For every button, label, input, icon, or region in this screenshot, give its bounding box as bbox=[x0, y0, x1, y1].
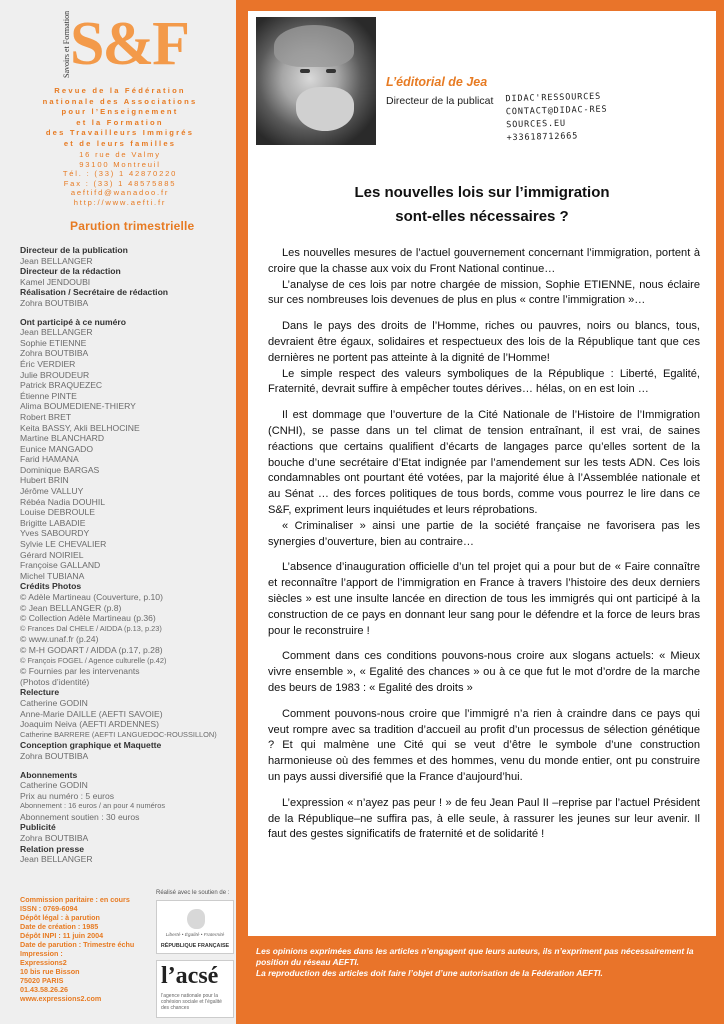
stamp-line: SOURCES.EU bbox=[506, 118, 567, 131]
body-paragraph: Il est dommage que l’ouverture de la Cité Nationale de l’Histoire de l’Immigration (CNHI), se passe dans un tel climat de tension entraînant, il est vrai, de saines réactions que certains qualifient d’écarts de langages parce qu’elles sortent de la bouche d’une secrétaire d’Etat indignée par l’amendement sur les tests ADN. Ces lois condamnables ont pourtant été votées, par la majorité élue à l’Assemblée nationale et au Sénat … des forces politiques de tous bords, comme vous pourrez le lire dans ce S&F, expriment leurs inquiétudes et leurs réprobations. bbox=[268, 409, 700, 516]
logo-text: S&F bbox=[70, 10, 188, 78]
credit-line: Jean BELLANGER bbox=[20, 327, 93, 338]
credit-line: Michel TUBIANA bbox=[20, 570, 85, 581]
credit-line: Abonnement : 16 euros / an pour 4 numéros bbox=[20, 801, 166, 811]
credit-line: Zohra BOUTBIBA bbox=[20, 750, 89, 761]
stamp-line: +33618712665 bbox=[506, 131, 579, 144]
credit-line: Sylvie LE CHEVALIER bbox=[20, 539, 107, 550]
credit-line: © Frances Dal CHELE / AIDDA (p.13, p.23) bbox=[20, 623, 162, 633]
editorial-body bbox=[268, 246, 700, 843]
sf-logo bbox=[62, 8, 188, 84]
credits-list bbox=[20, 245, 232, 865]
credit-line: Brigitte LABADIE bbox=[20, 517, 86, 528]
info-line: 10 bis rue Bisson bbox=[20, 967, 80, 976]
info-line: Impression : bbox=[20, 949, 63, 958]
credit-line: Jérôme VALLUY bbox=[20, 486, 84, 497]
credit-line: Catherine BARRERE (AEFTI LANGUEDOC-ROUSSILLON) bbox=[20, 729, 217, 739]
credit-line: Joaquim Neiva (AEFTI ARDENNES) bbox=[20, 719, 159, 730]
credit-line: Jean BELLANGER bbox=[20, 854, 93, 865]
credit-heading: Réalisation / Secrétaire de rédaction bbox=[20, 287, 169, 298]
credit-line: Keita BASSY, Akli BELHOCINE bbox=[20, 422, 140, 433]
support-logos bbox=[156, 890, 236, 1018]
disclaimer-line: La reproduction des articles doit faire l’objet d’une autorisation de la Fédération AEFTI. bbox=[256, 968, 603, 978]
parution-label: Parution trimestrielle bbox=[70, 219, 195, 233]
body-paragraph: Les nouvelles mesures de l’actuel gouvernement concernant l’immigration, portent à croire que la chasse aux voix du Front National continue… bbox=[268, 247, 700, 275]
body-paragraph: Comment dans ces conditions pouvons-nous croire aux slogans actuels: « Mieux vivre ensemble », « Egalité des chances » ou à ce que fut le mot d’ordre de la marche des beurs de 1983 : « Egalité des droits » bbox=[268, 650, 700, 694]
revue-line: Revue de la Fédération bbox=[54, 86, 186, 95]
sidebar bbox=[0, 0, 237, 1024]
paragraph-gap bbox=[268, 697, 700, 707]
info-line: Date de parution : Trimestre échu bbox=[20, 940, 135, 949]
director-subtitle: Directeur de la publicat bbox=[386, 95, 494, 107]
republique-text: RÉPUBLIQUE FRANÇAISE bbox=[160, 943, 230, 949]
credit-line: © M-H GODART / AIDDA (p.17, p.28) bbox=[20, 644, 163, 655]
revue-description bbox=[22, 86, 218, 150]
credit-line: © François FOGEL / Agence culturelle (p.42) bbox=[20, 655, 167, 665]
credit-line: Rébéa Nadia DOUHIL bbox=[20, 496, 106, 507]
stamp-line: DIDAC'RESSOURCES bbox=[505, 91, 602, 105]
editorial-panel bbox=[248, 11, 716, 936]
info-line: www.expressions2.com bbox=[20, 994, 102, 1003]
revue-line: nationale des Associations bbox=[42, 96, 198, 106]
address-line: http://www.aefti.fr bbox=[73, 197, 167, 207]
editorial-area bbox=[236, 0, 724, 1024]
revue-line: et de leurs familles bbox=[63, 138, 177, 148]
credit-line: Yves SABOURDY bbox=[20, 528, 90, 539]
info-line: Expressions2 bbox=[20, 958, 67, 967]
credit-line: © www.unaf.fr (p.24) bbox=[20, 634, 99, 645]
section-spacer bbox=[20, 309, 232, 317]
acse-logo-text: l’acsé bbox=[161, 963, 219, 989]
revue-line: pour l’Enseignement bbox=[61, 107, 179, 117]
body-paragraph: L’analyse de ces lois par notre chargée de mission, Sophie ETIENNE, nous éclaire sur ces nombreuses lois devenues de plus en plus « contre l’immigration »… bbox=[268, 278, 700, 307]
credit-heading: Directeur de la rédaction bbox=[20, 266, 121, 277]
credit-line: Zohra BOUTBIBA bbox=[20, 833, 89, 844]
credit-line: Françoise GALLAND bbox=[20, 560, 101, 571]
credit-heading: Abonnements bbox=[20, 769, 78, 780]
logo-side-text: Savoirs et Formation bbox=[62, 10, 71, 78]
marianne-icon bbox=[187, 909, 205, 929]
credit-line: Robert BRET bbox=[20, 411, 72, 422]
acse-subtitle: l’agence nationale pour la cohésion sociale et l’égalité des chances bbox=[161, 993, 222, 1011]
acse-logo bbox=[156, 960, 234, 1018]
republique-francaise-logo bbox=[156, 900, 234, 954]
info-line: Dépôt légal : à parution bbox=[20, 913, 100, 922]
paragraph-gap bbox=[268, 639, 700, 649]
revue-line: et la Formation bbox=[76, 117, 164, 127]
body-paragraph: « Criminaliser » ainsi une partie de la société française ne favorisera pas les synergies d’ouverture, bien au contraire… bbox=[268, 519, 700, 548]
body-paragraph: L’expression « n’ayez pas peur ! » de feu Jean Paul II –reprise par l’actuel Président de la République–ne suffira pas, à elle seule, à rassurer les jeunes sur leur avenir. Il faut des gestes significatifs de fraternité et de solidarité ! bbox=[268, 796, 700, 841]
credit-line: Alima BOUMEDIENE-THIERY bbox=[20, 401, 136, 412]
info-line: ISSN : 0769-6094 bbox=[20, 904, 78, 913]
credit-line: Prix au numéro : 5 euros bbox=[20, 790, 115, 801]
headline bbox=[268, 181, 696, 229]
credit-line: Martine BLANCHARD bbox=[20, 433, 105, 444]
author-photo bbox=[256, 17, 376, 145]
credit-line: Catherine GODIN bbox=[20, 780, 88, 791]
credit-line: Farid HAMANA bbox=[20, 454, 79, 465]
credit-line: Eunice MANGADO bbox=[20, 443, 94, 454]
credit-line: Anne-Marie DAILLE (AEFTI SAVOIE) bbox=[20, 708, 163, 719]
credit-heading: Relation presse bbox=[20, 843, 84, 854]
disclaimer-line: Les opinions exprimées dans les articles n’engagent que leurs auteurs, ils n’expriment pas nécessairement la position du réseau AEFTI. bbox=[256, 946, 694, 967]
credit-line: Éric VERDIER bbox=[20, 358, 76, 369]
credit-line: Jean BELLANGER bbox=[20, 255, 93, 266]
info-line: 01.43.58.26.26 bbox=[20, 985, 68, 994]
disclaimer bbox=[256, 946, 711, 979]
paragraph-gap bbox=[268, 398, 700, 408]
credit-line: © Collection Adèle Martineau (p.36) bbox=[20, 613, 156, 624]
info-line: Dépôt INPI : 11 juin 2004 bbox=[20, 931, 104, 940]
credit-line: Zohra BOUTBIBA bbox=[20, 297, 89, 308]
photo-eye-left bbox=[300, 69, 310, 73]
credit-heading: Conception graphique et Maquette bbox=[20, 740, 162, 751]
stamp-line: CONTACT@DIDAC-RES bbox=[505, 104, 608, 118]
paragraph-gap bbox=[268, 786, 700, 796]
editorial-title: L’éditorial de Jea bbox=[386, 75, 488, 89]
credit-line: © Jean BELLANGER (p.8) bbox=[20, 602, 122, 613]
address-line: Tél. : (33) 1 42870220 bbox=[62, 169, 178, 178]
credit-line: © Fournies par les intervenants bbox=[20, 666, 140, 677]
credit-line: Patrick BRAQUEZEC bbox=[20, 380, 103, 391]
headline-line: Les nouvelles lois sur l’immigration bbox=[354, 184, 610, 201]
credit-line: (Photos d’identité) bbox=[20, 676, 90, 687]
credit-line: Hubert BRIN bbox=[20, 475, 69, 486]
address-line: 93100 Montreuil bbox=[79, 159, 161, 169]
credit-line: Catherine GODIN bbox=[20, 697, 88, 708]
credit-line: Kamel JENDOUBI bbox=[20, 276, 91, 287]
credit-line: Sophie ETIENNE bbox=[20, 337, 87, 348]
credit-heading: Ont participé à ce numéro bbox=[20, 316, 127, 327]
address-line: 16 rue de Valmy bbox=[79, 150, 161, 159]
publication-info bbox=[20, 895, 140, 1003]
credit-heading: Publicité bbox=[20, 822, 56, 833]
credit-heading: Relecture bbox=[20, 687, 60, 698]
info-line: Date de création : 1985 bbox=[20, 922, 99, 931]
credit-line: © Adèle Martineau (Couverture, p.10) bbox=[20, 592, 163, 602]
body-paragraph: Comment pouvons-nous croire que l’immigré n’a rien à craindre dans ce pays qui veut rompre avec sa tradition d’accueil au profit d’un processus de sélection génétique ? Et qui malmène une Cité qui se veut d’être le symbole d’une construction harmonieuse où des femmes et des hommes, venu du monde entier, ont pu construire un pays aussi diversifié que la France d’aujourd’hui. bbox=[268, 707, 700, 783]
info-line: Commission paritaire : en cours bbox=[20, 895, 130, 904]
credit-line: Abonnement soutien : 30 euros bbox=[20, 811, 140, 822]
credit-line: Étienne PINTE bbox=[20, 390, 77, 401]
address-line: aeftifd@wanadoo.fr bbox=[70, 188, 170, 197]
support-label: Réalisé avec le soutien de : bbox=[156, 890, 230, 896]
contact-address bbox=[22, 150, 218, 207]
credit-line: Julie BROUDEUR bbox=[20, 369, 90, 380]
ressources-stamp bbox=[505, 89, 676, 145]
credit-heading: Crédits Photos bbox=[20, 581, 82, 592]
credit-line: Dominique BARGAS bbox=[20, 464, 100, 475]
paragraph-gap bbox=[268, 309, 700, 319]
headline-line: sont-elles nécessaires ? bbox=[395, 208, 569, 225]
photo-hair-shape bbox=[274, 25, 354, 67]
body-paragraph: Dans le pays des droits de l’Homme, riches ou pauvres, noirs ou blancs, tous, devraient être égaux, solidaires et respectueux des lois de la République tant que ces dernières ne portent pas atteinte à la dignité de l’Homme! bbox=[268, 320, 700, 364]
section-spacer bbox=[20, 762, 232, 770]
credit-line: Zohra BOUTBIBA bbox=[20, 348, 89, 359]
body-paragraph: L’absence d’inauguration officielle d’un tel projet qui a pour but de « Faire connaître et reconnaître l’apport de l’immigration en France à travers l’histoire des deux derniers siècles » est une insulte lancée en direction de tous les immigrés qui ont participé à la construction de ce pays en donnant leur sang pour le défendre et la force de leurs bras pour le reconstruire ! bbox=[268, 561, 700, 637]
address-line: Fax : (33) 1 48575885 bbox=[63, 178, 177, 188]
photo-eye-right bbox=[326, 69, 336, 73]
motto-text: Liberté • Égalité • Fraternité bbox=[165, 933, 225, 938]
credit-line: Louise DEBROULE bbox=[20, 507, 95, 518]
body-paragraph: Le simple respect des valeurs symboliques de la République : Liberté, Egalité, Fraternité, devrait suffire à empêcher toutes dérives… hélas, on en est loin … bbox=[268, 367, 700, 396]
revue-line: des Travailleurs Immigrés bbox=[45, 128, 195, 138]
paragraph-gap bbox=[268, 550, 700, 560]
credit-line: Gérard NOIRIEL bbox=[20, 549, 84, 560]
photo-beard-shape bbox=[296, 87, 354, 131]
info-line: 75020 PARIS bbox=[20, 976, 64, 985]
credit-heading: Directeur de la publication bbox=[20, 245, 128, 255]
